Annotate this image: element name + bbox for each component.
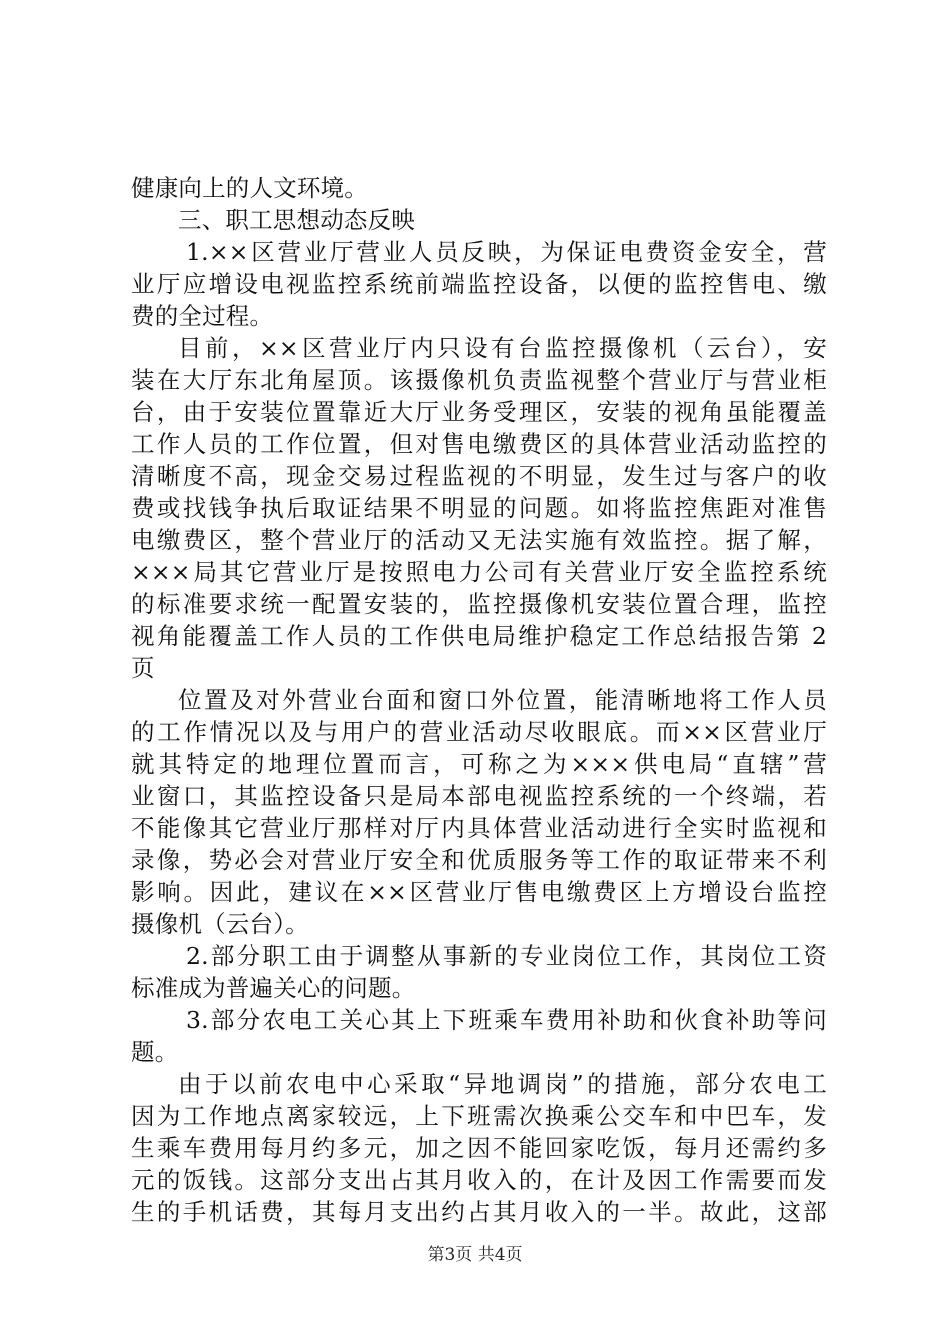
text-line: 生的手机话费，其每月支出约占其月收入的一半。故此，这部 [131,1198,827,1226]
text-line: 清晰度不高，现金交易过程监视的不明显，发生过与客户的收 [131,462,827,490]
text-line: 就其特定的地理位置而言，可称之为×××供电局“直辖”营 [131,750,827,778]
text-line: 生乘车费用每月约多元，加之因不能回家吃饭，每月还需约多 [131,1134,827,1162]
text-line: 不能像其它营业厅那样对厅内具体营业活动进行全实时监视和 [131,814,827,842]
text-line: 业厅应增设电视监控系统前端监控设备，以便的监控售电、缴 [131,270,827,298]
text-line: 目前，××区营业厅内只设有台监控摄像机（云台），安 [178,334,827,362]
text-line: 健康向上的人文环境。 [131,174,368,202]
text-line: 位置及对外营业台面和窗口外位置，能清晰地将工作人员 [178,686,827,714]
text-line: 题。 [131,1038,179,1066]
text-line: 因为工作地点离家较远，上下班需次换乘公交车和中巴车，发 [131,1102,827,1130]
text-line: 业窗口，其监控设备只是局本部电视监控系统的一个终端，若 [131,782,827,810]
text-line: 电缴费区，整个营业厅的活动又无法实施有效监控。据了解， [131,526,827,554]
text-line: 视角能覆盖工作人员的工作供电局维护稳定工作总结报告第 2 [131,622,827,650]
text-line: 费或找钱争执后取证结果不明显的问题。如将监控焦距对准售 [131,494,827,522]
text-line: 影响。因此，建议在××区营业厅售电缴费区上方增设台监控 [131,878,827,906]
text-line: 1.××区营业厅营业人员反映，为保证电费资金安全，营 [186,238,827,266]
text-line: 台，由于安装位置靠近大厅业务受理区，安装的视角虽能覆盖 [131,398,827,426]
page-footer: 第3页 共4页 [427,1245,523,1265]
text-line: 工作人员的工作位置，但对售电缴费区的具体营业活动监控的 [131,430,827,458]
text-line: 2.部分职工由于调整从事新的专业岗位工作，其岗位工资 [186,942,827,970]
text-line: 录像，势必会对营业厅安全和优质服务等工作的取证带来不利 [131,846,827,874]
text-line: 元的饭钱。这部分支出占其月收入的，在计及因工作需要而发 [131,1166,827,1194]
text-line: ×××局其它营业厅是按照电力公司有关营业厅安全监控系统 [131,558,827,586]
text-line: 页 [131,654,155,682]
section-heading: 三、职工思想动态反映 [178,206,415,234]
text-line: 费的全过程。 [131,302,274,330]
text-line: 装在大厅东北角屋顶。该摄像机负责监视整个营业厅与营业柜 [131,366,827,394]
text-line: 摄像机（云台）。 [131,910,309,938]
text-line: 的标准要求统一配置安装的，监控摄像机安装位置合理，监控 [131,590,827,618]
text-line: 由于以前农电中心采取“异地调岗”的措施，部分农电工 [178,1070,827,1098]
text-line: 3.部分农电工关心其上下班乘车费用补助和伙食补助等问 [186,1006,827,1034]
text-line: 的工作情况以及与用户的营业活动尽收眼底。而××区营业厅 [131,718,827,746]
text-line: 标准成为普遍关心的问题。 [131,974,416,1002]
